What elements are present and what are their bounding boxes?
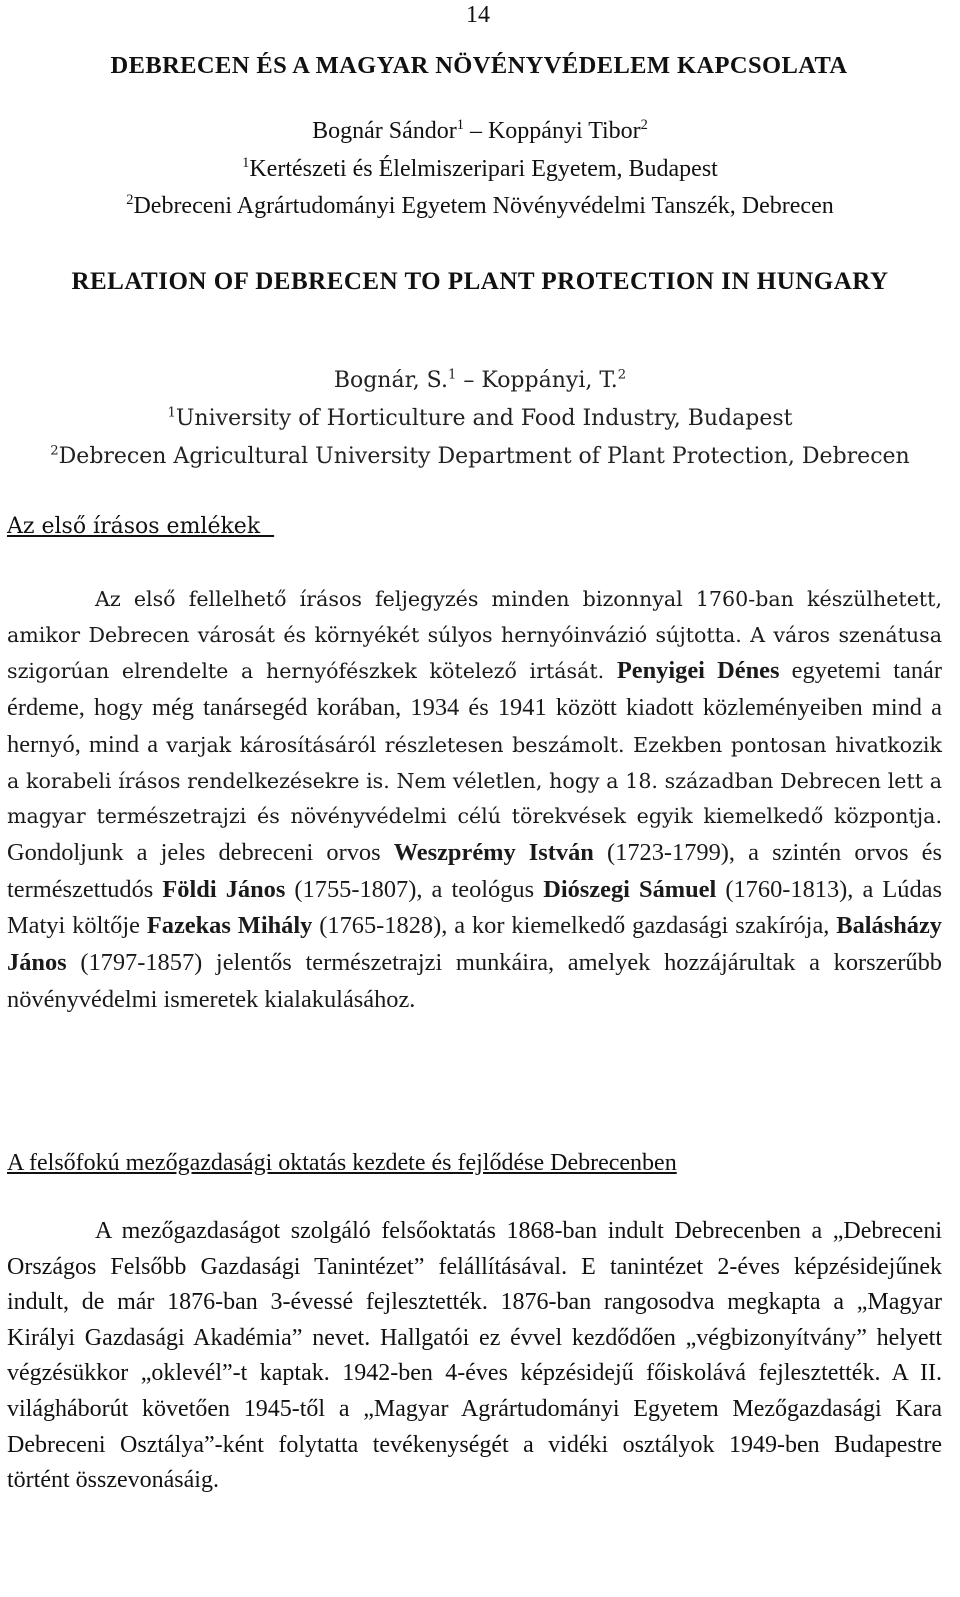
paragraph-text: (1797-1857) jelentős természetrajzi munkáira, amelyek hozzájárultak a korszerűbb növényvédelmi ismeretek kialakulásához. [7,949,942,1013]
affiliation-marker: 2 [617,367,627,383]
english-affiliation-1 [0,406,960,431]
paragraph-text: varjak károsításáról részletesen beszámolt. Ezekben pontosan hivatkozik a korabeli írásos rendelkezésekre is. Nem véletlen, hogy a 18. században Debrecen lett a magyar természetrajzi és növényvédelmi célú törekvések egyik kiemelkedő központja. [7,732,942,829]
affiliation-marker: 1 [242,155,250,171]
english-affiliation-2 [0,444,960,469]
paragraph-text: Gondoljunk a jeles debreceni orvos [7,838,394,866]
paragraph-text-serif [7,839,942,1013]
affiliation-marker: 2 [50,443,59,459]
paragraph-first-records [7,582,942,1018]
affiliation-text: University of Horticulture and Food Industry, Budapest [175,406,793,431]
person-name: Balásházy János [7,912,943,977]
paragraph-text: egyetemi tanár érdeme, hogy még tanársegéd korában, 1934 és 1941 között kiadott közleményeiben mind a hernyó, mind a [7,657,943,758]
affiliation-marker: 2 [126,192,134,208]
section-heading-higher-education: A felsőfokú mezőgazdasági oktatás kezdete és fejlődése Debrecenben [7,1150,677,1176]
hungarian-affiliation-1 [0,156,960,183]
person-name: Fazekas Mihály [146,912,313,940]
affiliation-text: Debreceni Agrártudományi Egyetem Növényvédelmi Tanszék, Debrecen [133,193,834,219]
person-name: Penyigei Dénes [616,657,780,685]
hungarian-authors [0,118,960,145]
english-authors [0,368,960,393]
person-name: Diószegi Sámuel [543,875,717,903]
english-title [0,262,960,301]
person-name: Földi János [162,875,286,903]
section-heading-first-records: Az első írásos emlékek [7,514,275,539]
author-name: Bognár Sándor [312,118,457,144]
paragraph-higher-education: A mezőgazdaságot szolgáló felsőoktatás 1868-ban indult Debrecenben a „Debreceni Országos Felsőbb Gazdasági Tanintézet” felállításával. E tanintézet 2-éves képzésidejűnek indult, de már 1876-ban 3-évessé fejlesztették. 1876-ban rangosodva megkapta a „Magyar Királyi Gazdasági Akadémia” nevet. Hallgatói ez évvel kezdődően „végbizonyítvány” helyett végzésükkor „oklevél”-t kaptak. 1942-ben 4-éves képzésidejű főiskolává fejlesztették. A II. világháborút követően 1945-től a „Magyar Agrártudományi Egyetem Mezőgazdasági Kara Debreceni Osztálya”-ként folytatta tevékenységét a vidéki osztályok 1949-ben Budapestre történt összevonásáig. [7,1218,942,1494]
author-name: – Koppányi, T. [456,368,618,393]
paragraph-text: Az első fellelhető írásos feljegyzés minden bizonnyal 1760-ban készülhetett, amikor Debrecen városát és környékét súlyos hernyóinvázió sújtotta. A város szenátusa szigorúan elrendelte a hernyófészkek kötelező irtását. [7,587,942,684]
hungarian-affiliation-2 [0,193,960,220]
paragraph-text: (1765-1828), a kor kiemelkedő gazdasági szakírója, [312,912,837,940]
hungarian-title: DEBRECEN ÉS A MAGYAR NÖVÉNYVÉDELEM KAPCSOLATA [110,52,848,79]
english-title-text: RELATION OF DEBRECEN TO PLANT PROTECTION IN HUNGARY [71,268,889,295]
affiliation-marker: 1 [456,117,464,133]
author-name: – Koppányi Tibor [463,118,641,144]
page-number: 14 [466,2,490,28]
paragraph-text: (1755-1807), a teológus [285,875,544,903]
affiliation-marker: 2 [640,117,648,133]
affiliation-text: Debrecen Agricultural University Department of Plant Protection, Debrecen [58,444,910,469]
author-name: Bognár, S. [333,368,448,393]
affiliation-marker: 1 [447,367,457,383]
paragraph-text: (1760-1813), a Lúdas Matyi költője [7,875,942,940]
affiliation-marker: 1 [167,405,176,421]
affiliation-text: Kertészeti és Élelmiszeripari Egyetem, Budapest [249,156,718,182]
paragraph-text: (1723-1799), a szintén orvos és természettudós [7,838,942,903]
person-name: Weszprémy István [393,838,594,866]
